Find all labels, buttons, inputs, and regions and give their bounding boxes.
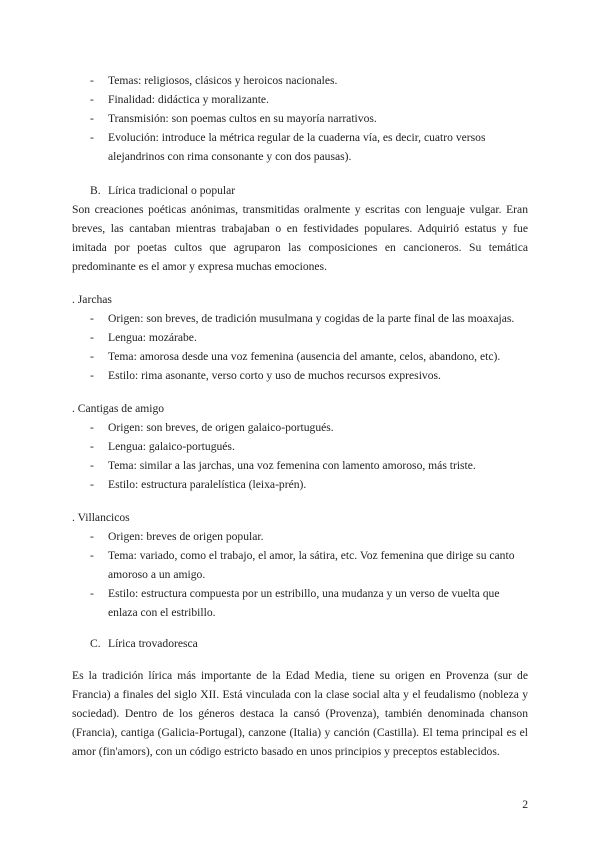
section-c-heading: C. Lírica trovadoresca	[90, 637, 198, 650]
list-item: - Tema: similar a las jarchas, una voz femenina con lamento amoroso, más triste.	[90, 459, 476, 472]
section-a-list	[90, 71, 528, 166]
cantigas-title: . Cantigas de amigo	[72, 402, 165, 415]
list-item: - Estilo: rima asonante, verso corto y uso de muchos recursos expresivos.	[90, 369, 441, 382]
list-item: - Tema: variado, como el trabajo, el amor, la sátira, etc. Voz femenina que dirige su canto amoroso a un amigo.	[90, 549, 515, 581]
list-item: - Evolución: introduce la métrica regular de la cuaderna vía, es decir, cuatro versos alejandrinos con rima consonante y con dos pausas).	[90, 131, 486, 163]
list-item: - Estilo: estructura paralelística (leixa-prén).	[90, 478, 307, 491]
list-item: - Tema: amorosa desde una voz femenina (ausencia del amante, celos, abandono, etc).	[90, 350, 501, 363]
section-c-paragraph: Es la tradición lírica más importante de la Edad Media, tiene su origen en Provenza (sur de Francia) a finales del siglo XII. Está vinculada con la clase social alta y el feudalismo (nobleza y sociedad). Dentro de los géneros destaca la cansó (Provenza), también denominada chanson (Francia), cantiga (Galicia-Portugal), canzone (Italia) y canción (Castilla). El tema principal es el amor (fin'amors), con un código estricto basado en unos principios y preceptos establecidos.	[72, 669, 528, 758]
list-item: - Transmisión: son poemas cultos en su mayoría narrativos.	[90, 112, 377, 125]
page-number: 2	[522, 798, 528, 811]
list-item: - Finalidad: didáctica y moralizante.	[90, 93, 269, 106]
list-item: - Lengua: mozárabe.	[90, 331, 197, 344]
section-b-paragraph: Son creaciones poéticas anónimas, transmitidas oralmente y escritas con lenguaje vulgar. Eran breves, las cantaban mientras trabajaban o en festividades populares. Adquirió estatus y fue imitada por poetas cultos que agruparon las composiciones en cancioneros. Su temática predominante es el amor y expresa muchas emociones.	[72, 203, 528, 273]
section-b-heading: B. Lírica tradicional o popular	[90, 184, 236, 197]
list-item: - Temas: religiosos, clásicos y heroicos nacionales.	[90, 74, 338, 87]
cantigas-list	[90, 418, 528, 494]
list-item: - Origen: son breves, de origen galaico-portugués.	[90, 421, 334, 434]
list-item: - Estilo: estructura compuesta por un estribillo, una mudanza y un verso de vuelta que enlaza con el estribillo.	[90, 587, 500, 619]
jarchas-list	[90, 309, 528, 385]
villancicos-list	[90, 527, 528, 622]
list-item: - Origen: son breves, de tradición musulmana y cogidas de la parte final de las moaxajas.	[90, 312, 515, 325]
jarchas-title: . Jarchas	[72, 293, 112, 306]
list-item: - Origen: breves de origen popular.	[90, 530, 264, 543]
villancicos-title: . Villancicos	[72, 511, 130, 524]
list-item: - Lengua: galaico-portugués.	[90, 440, 235, 453]
